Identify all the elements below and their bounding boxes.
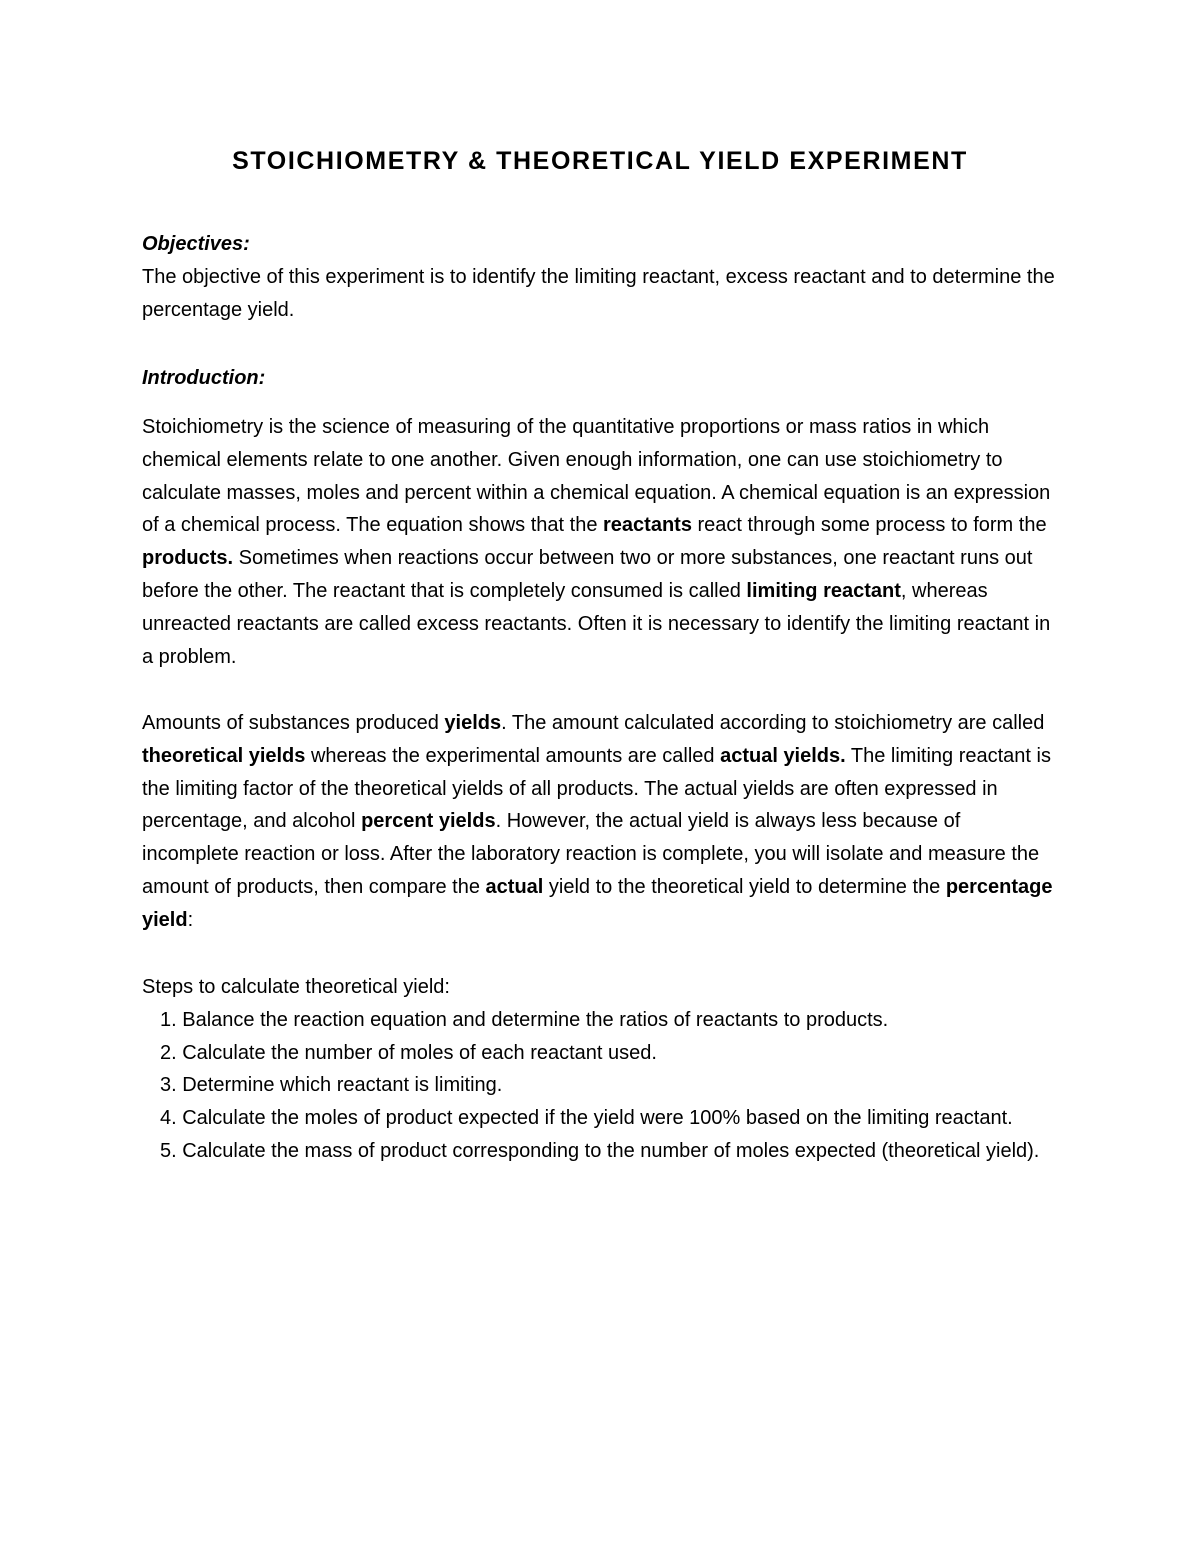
term-products: products. — [142, 547, 234, 570]
term-percentage-yield: percentage yield — [142, 875, 1053, 931]
intro-p2-text-i: . However, the actual yield is always less because of incomplete reaction or loss. After the laboratory reaction is complete, you will isolate and measure the amount of products, then compare the — [142, 810, 1040, 898]
step-item: 5. Calculate the mass of product corresponding to the number of moles expected (theoretical yield). — [160, 1139, 1040, 1162]
intro-p2-text-k: yield to the theoretical yield to determine the — [543, 875, 946, 898]
term-limiting-reactant: limiting reactant — [746, 579, 901, 602]
term-yields: yields — [444, 712, 502, 734]
step-item: 2. Calculate the number of moles of each reactant used. — [160, 1041, 657, 1064]
term-actual: actual — [485, 875, 544, 898]
term-actual-yields: actual yields. — [720, 744, 846, 767]
intro-p2-text-c: . The amount calculated according to stoichiometry are called — [501, 712, 1045, 734]
introduction-heading: Introduction: — [142, 367, 266, 389]
intro-p1-text-e: Sometimes when reactions occur between two or more substances, one reactant runs out before the other. The reactant that is completely consumed is called — [142, 547, 1033, 602]
steps-heading: Steps to calculate theoretical yield: — [142, 976, 450, 998]
objectives-text: The objective of this experiment is to identify the limiting reactant, excess reactant and to determine the percentage yield. — [142, 265, 1055, 321]
term-reactants: reactants — [603, 514, 692, 537]
steps-list — [142, 1004, 1062, 1168]
term-theoretical-yields: theoretical yields — [142, 744, 306, 767]
document-title: STOICHIOMETRY & THEORETICAL YIELD EXPERIMENT — [232, 147, 968, 175]
intro-p2-text-m: : — [187, 908, 194, 931]
introduction-paragraph-1 — [142, 411, 1062, 673]
intro-p1-text-c: react through some process to form the — [691, 514, 1047, 537]
intro-p2-text-e: whereas the experimental amounts are called — [305, 744, 721, 767]
term-percent-yields: percent yields — [361, 810, 496, 833]
introduction-paragraph-2 — [142, 707, 1062, 937]
step-item: 3. Determine which reactant is limiting. — [160, 1074, 503, 1097]
intro-p2-text-g: The limiting reactant is the limiting factor of the theoretical yields of all products. The actual yields are often expressed in percentage, and alcohol — [142, 744, 1051, 833]
introduction-heading-block — [142, 362, 1062, 395]
intro-p1-text-a: Stoichiometry is the science of measuring of the quantitative proportions or mass ratios in which chemical elements relate to one another. Given enough information, one can use stoichiometry to calculate masses, moles and percent within a chemical equation. A chemical equation is an expression of a chemical process. The equation shows that the — [142, 416, 1051, 537]
objectives-section — [142, 228, 1062, 326]
step-item: 1. Balance the reaction equation and determine the ratios of reactants to products. — [160, 1008, 889, 1031]
steps-section — [142, 971, 1062, 1168]
step-item: 4. Calculate the moles of product expected if the yield were 100% based on the limiting reactant. — [160, 1107, 1013, 1130]
intro-p1-text-g: , whereas unreacted reactants are called excess reactants. Often it is necessary to identify the limiting reactant in a problem. — [142, 579, 1051, 668]
intro-p2-text-a: Amounts of substances produced — [142, 712, 445, 734]
objectives-heading: Objectives: — [142, 233, 250, 255]
